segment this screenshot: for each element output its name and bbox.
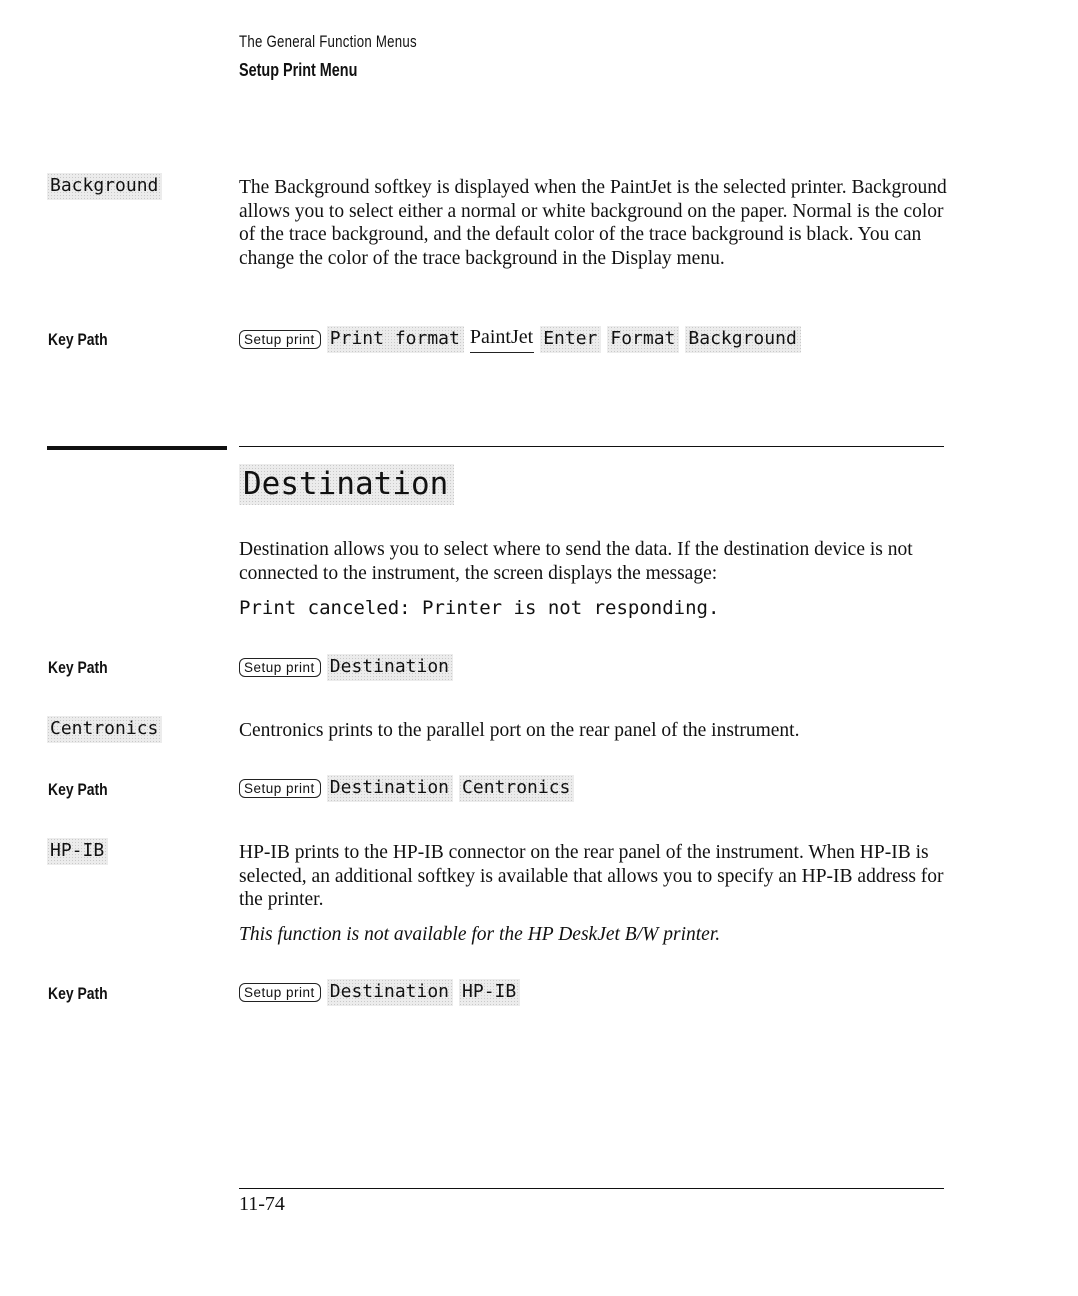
section-divider-thick	[47, 446, 227, 450]
footer-rule	[239, 1188, 944, 1189]
paintjet-selection: PaintJet	[470, 326, 534, 353]
section-divider-thin	[239, 446, 944, 447]
format-softkey: Format	[607, 326, 679, 353]
key-path-background	[239, 326, 801, 353]
setup-print-hardkey: Setup print	[239, 658, 321, 677]
key-path-label: Key Path	[48, 984, 108, 1003]
background-softkey: Background	[47, 173, 162, 200]
setup-print-hardkey: Setup print	[239, 983, 321, 1002]
destination-softkey: Destination	[327, 654, 453, 681]
setup-print-hardkey: Setup print	[239, 330, 321, 349]
key-path-destination	[239, 654, 453, 681]
section-title: Setup Print Menu	[239, 60, 358, 80]
destination-heading: Destination	[239, 464, 454, 505]
destination-softkey: Destination	[327, 979, 453, 1006]
print-format-softkey: Print format	[327, 326, 464, 353]
chapter-title: The General Function Menus	[239, 32, 417, 51]
enter-softkey: Enter	[540, 326, 601, 353]
setup-print-hardkey: Setup print	[239, 779, 321, 798]
key-path-hpib	[239, 979, 520, 1006]
hpib-softkey: HP-IB	[47, 838, 108, 865]
centronics-description: Centronics prints to the parallel port on the rear panel of the instrument.	[239, 720, 800, 741]
centronics-softkey: Centronics	[47, 716, 162, 743]
deskjet-note: This function is not available for the HP DeskJet B/W printer.	[239, 924, 721, 945]
printer-error-message: Print canceled: Printer is not responding.	[239, 597, 720, 619]
destination-softkey: Destination	[327, 775, 453, 802]
centronics-path-softkey: Centronics	[459, 775, 574, 802]
background-description: The Background softkey is displayed when the PaintJet is the selected printer. Background allows you to select either a normal or white background on the paper. Normal is the color of the trace background, and the default color of the trace background is black. You can change the color of the trace background in the Display menu.	[239, 177, 947, 270]
hpib-description: HP-IB prints to the HP-IB connector on the rear panel of the instrument. When HP-IB is selected, an additional softkey is available that allows you to specify an HP-IB address for the printer.	[239, 842, 944, 911]
key-path-label: Key Path	[48, 330, 108, 349]
key-path-label: Key Path	[48, 780, 108, 799]
key-path-label: Key Path	[48, 658, 108, 677]
background-path-softkey: Background	[685, 326, 800, 353]
destination-description: Destination allows you to select where to send the data. If the destination device is not connected to the instrument, the screen displays the message:	[239, 539, 913, 584]
page-number: 11-74	[239, 1193, 285, 1215]
key-path-centronics	[239, 775, 574, 802]
hpib-path-softkey: HP-IB	[459, 979, 520, 1006]
